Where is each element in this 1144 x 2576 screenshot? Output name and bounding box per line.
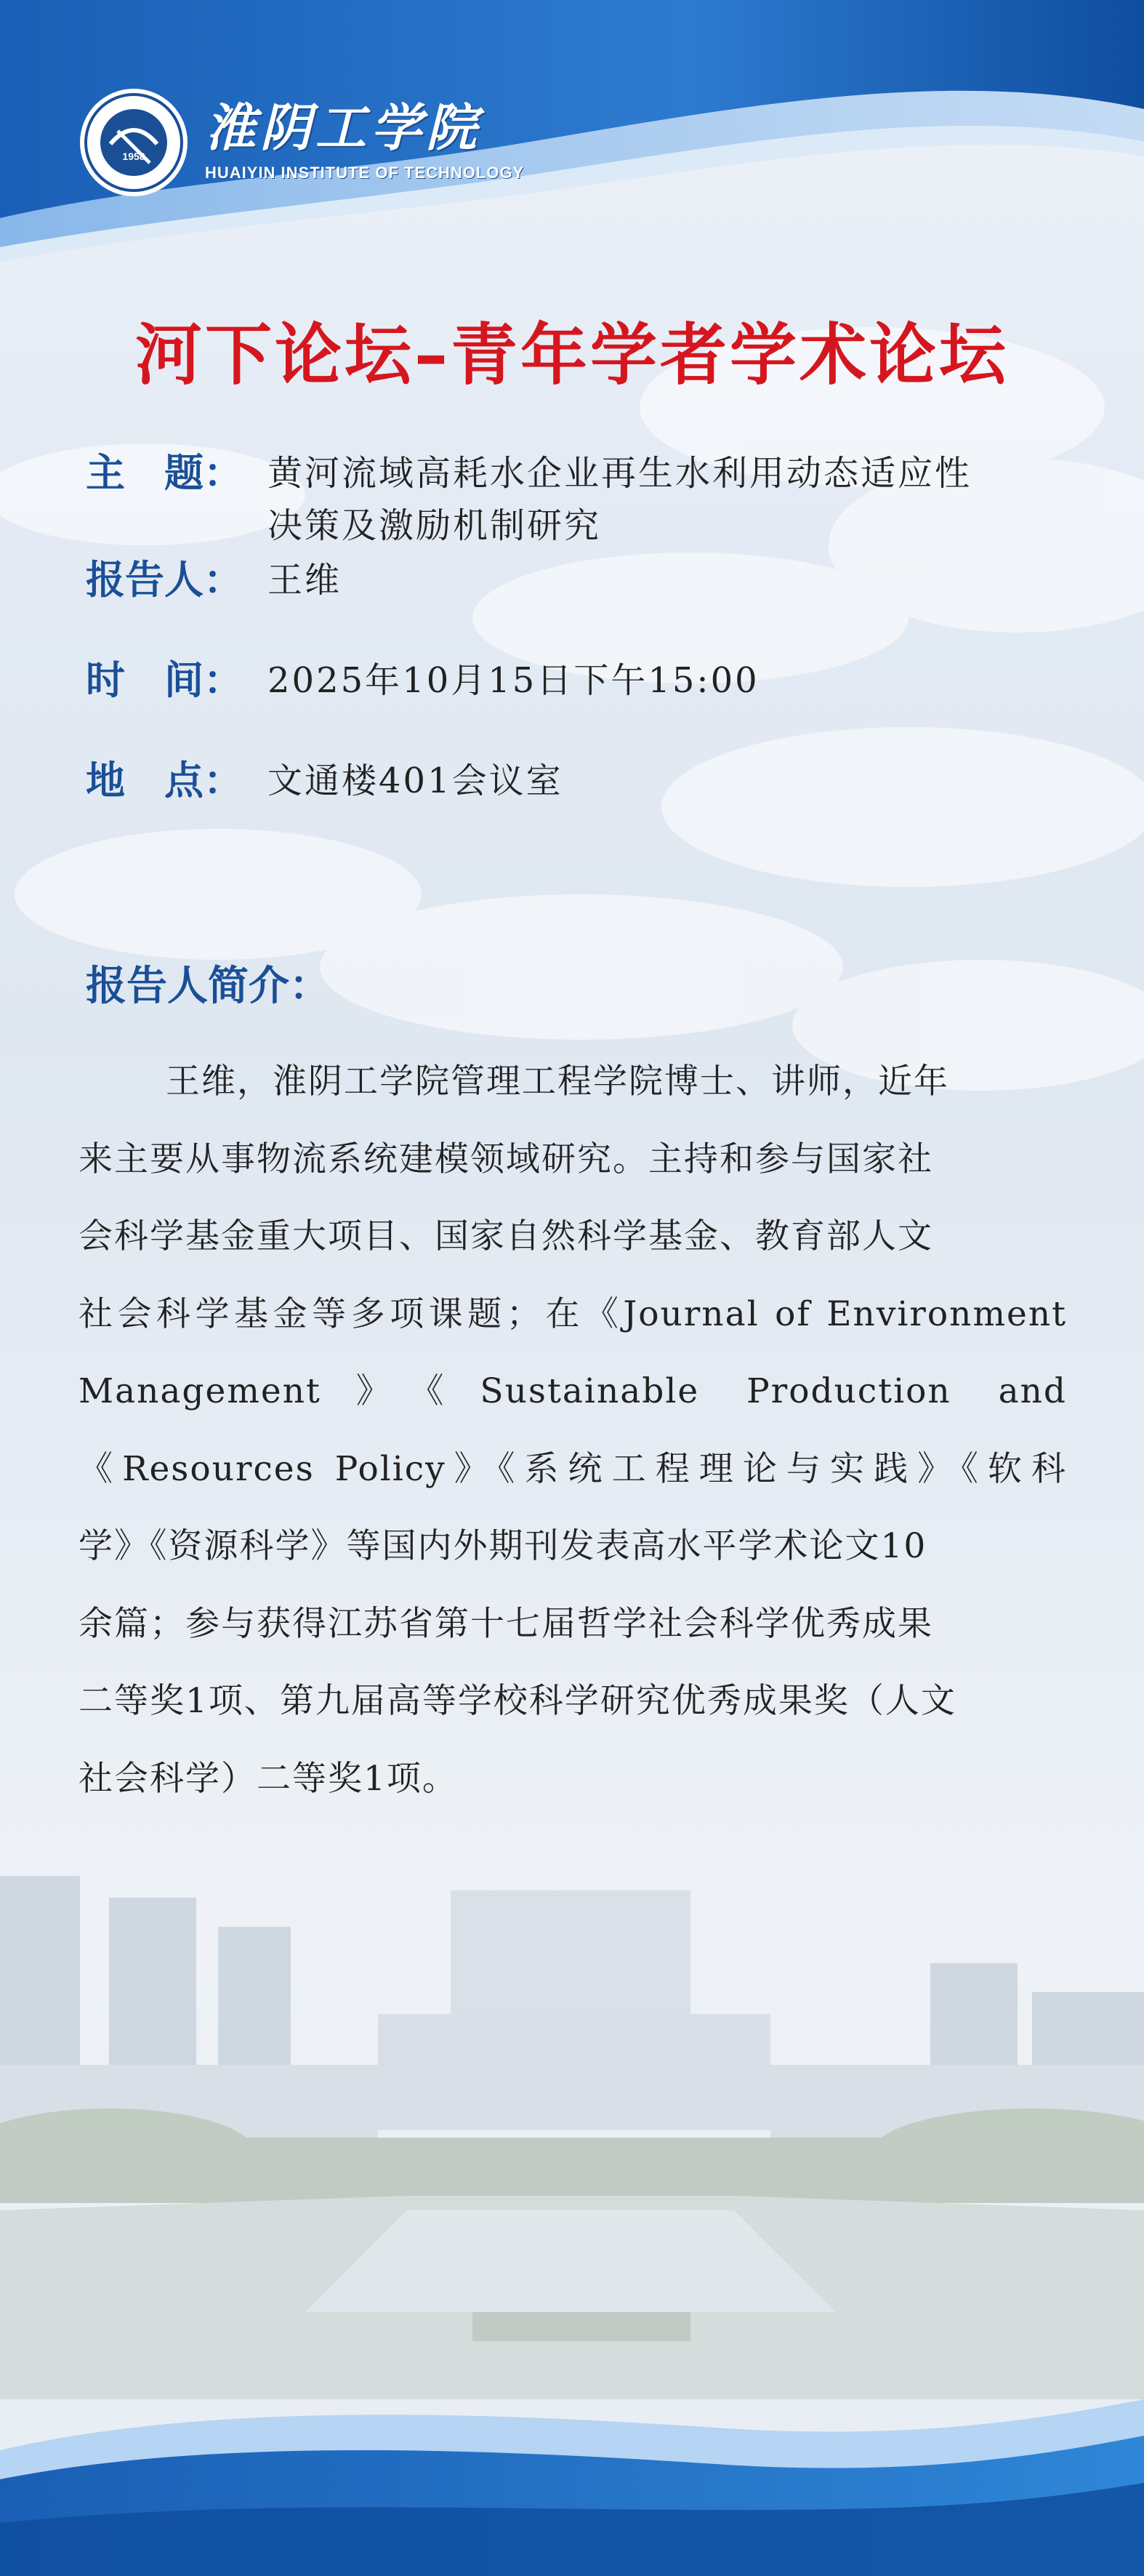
topic-label: 主 题： [86, 450, 243, 496]
bio-line: 二等奖1项、第九届高等学校科学研究优秀成果奖（人文 [78, 1681, 956, 1721]
bio-heading: 报告人简介： [86, 963, 330, 1010]
bio-line: 王维，淮阴工学院管理工程学院博士、讲师，近年 [166, 1062, 949, 1102]
bio-line: 社会科学）二等奖1项。 [78, 1758, 458, 1799]
bio-line: 社会科学基金等多项课题；在《Journal of Environment [78, 1293, 1067, 1334]
topic-value [267, 447, 972, 552]
bio-line: Management》《Sustainable Production and [78, 1371, 1067, 1411]
place-value: 文通楼401会议室 [267, 761, 563, 801]
bio-line: 来主要从事物流系统建模领域研究。主持和参与国家社 [78, 1139, 933, 1179]
emblem-year: 1958 [122, 151, 145, 162]
time-label: 时 间： [86, 657, 243, 703]
campus-image [0, 1847, 1144, 2399]
school-emblem-icon [78, 87, 189, 198]
bio-paragraph [78, 1043, 1067, 1818]
topic-row [86, 447, 1074, 552]
topic-line: 黄河流域高耗水企业再生水利用动态适应性 [267, 453, 972, 494]
speaker-label: 报告人： [86, 557, 243, 603]
bottom-wave-banner [0, 2356, 1144, 2576]
time-row [86, 654, 1074, 707]
bio-line: 《Resources Policy》《系统工程理论与实践》《软科 [78, 1448, 1067, 1489]
place-row [86, 755, 1074, 807]
page-title: 河下论坛–青年学者学术论坛 [134, 316, 1009, 394]
place-label: 地 点： [86, 758, 243, 803]
bio-line: 会科学基金重大项目、国家自然科学基金、教育部人文 [78, 1216, 933, 1256]
speaker-row [86, 554, 1074, 606]
school-name-cn: 淮阴工学院 [205, 97, 481, 158]
speaker-value: 王维 [267, 560, 342, 601]
topic-line: 决策及激励机制研究 [267, 505, 602, 546]
time-value: 2025年10月15日下午15:00 [267, 660, 760, 701]
school-name-en: HUAIYIN INSTITUTE OF TECHNOLOGY [205, 164, 525, 182]
bio-line: 余篇；参与获得江苏省第十七届哲学社会科学优秀成果 [78, 1603, 933, 1644]
bio-line: 学》《资源科学》等国内外期刊发表高水平学术论文10 [78, 1526, 927, 1566]
school-logo [78, 87, 524, 198]
